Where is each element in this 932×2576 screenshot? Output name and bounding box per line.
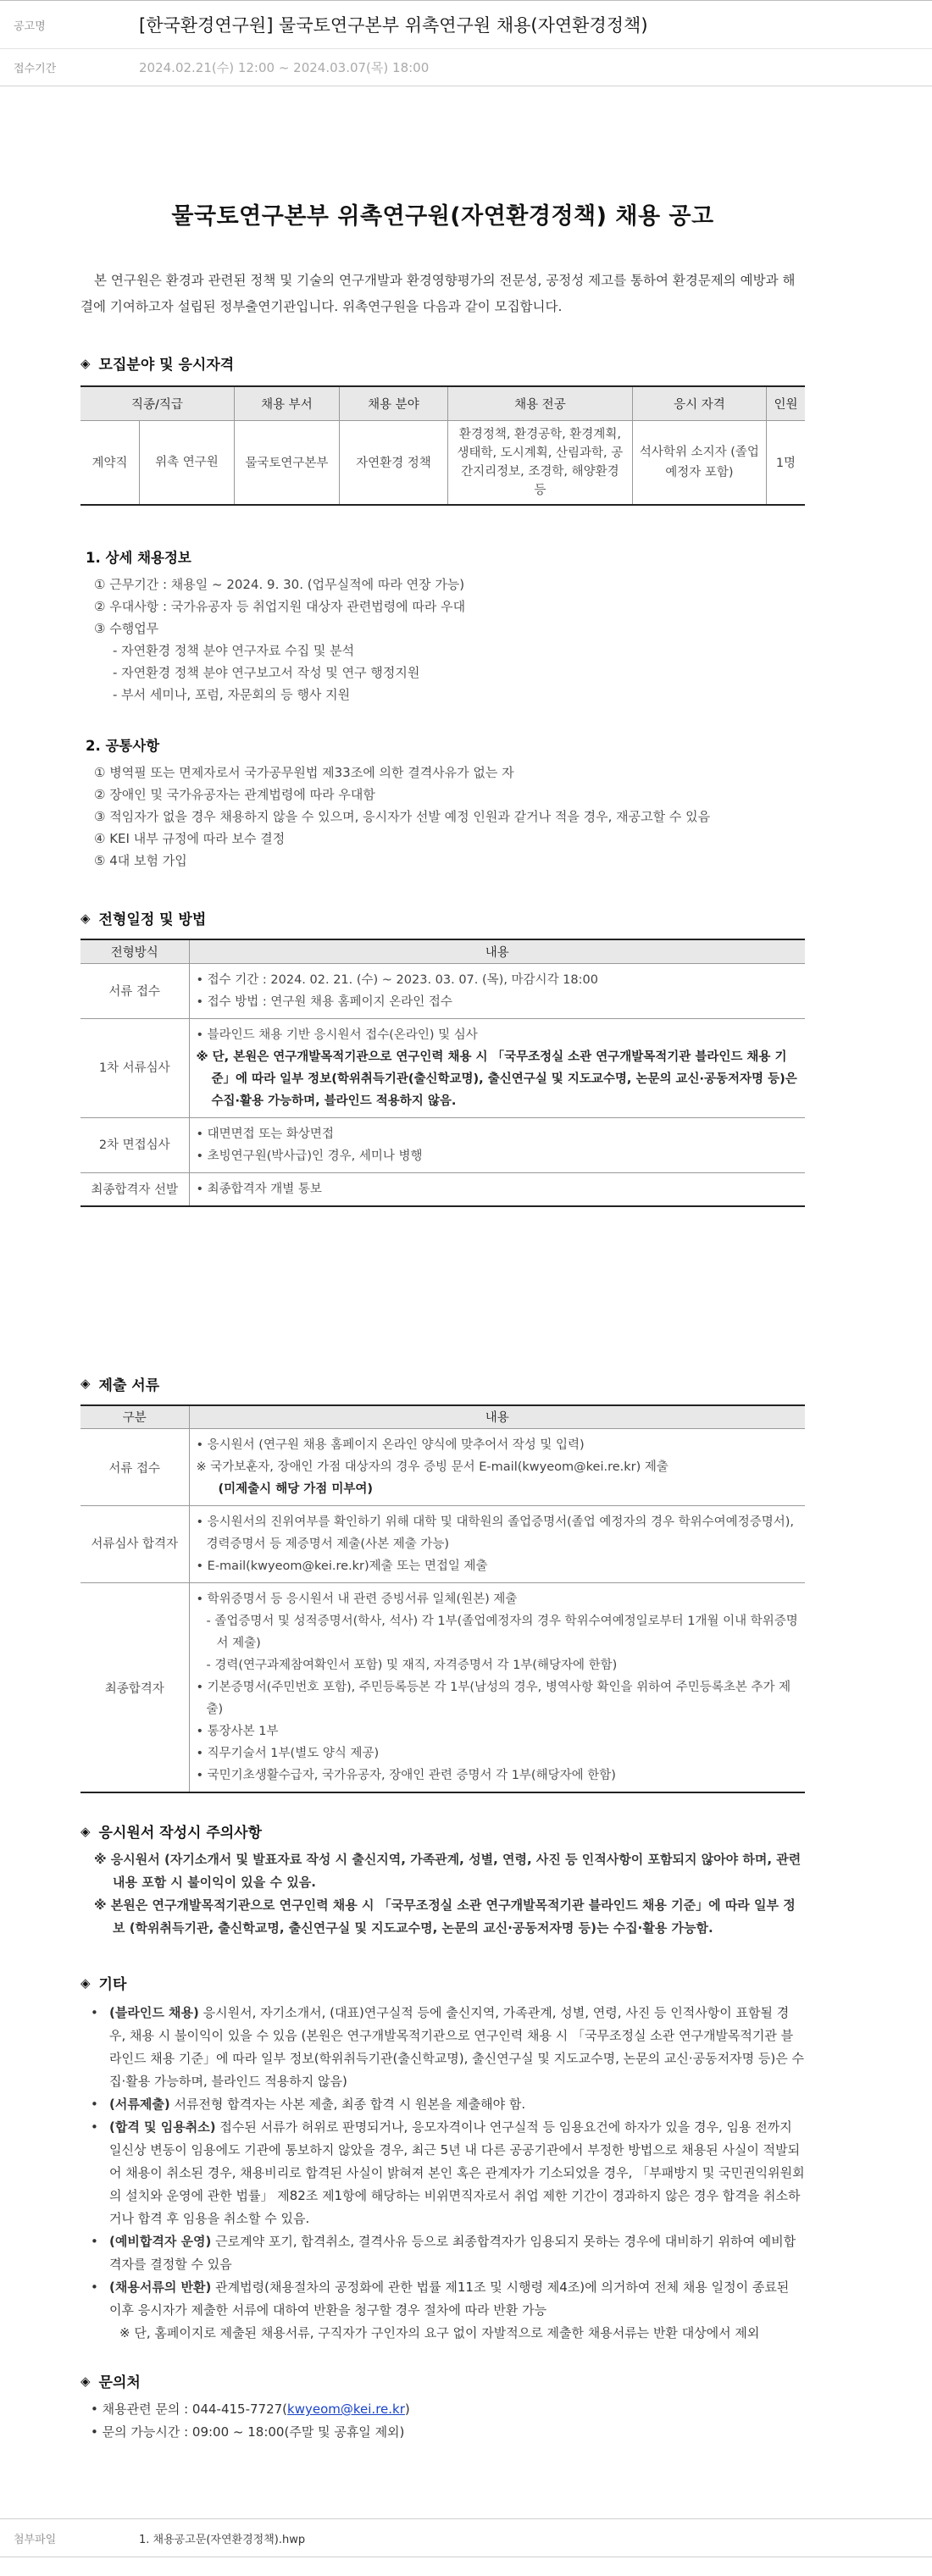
list-item: - 자연환경 정책 분야 연구보고서 작성 및 연구 행정지원 — [113, 665, 420, 680]
notice-title-label: 공고명 — [14, 19, 46, 33]
table-row — [80, 1506, 805, 1583]
docs-line: • 응시원서의 진위여부를 확인하기 위해 대학 및 대학원의 졸업증명서(졸업 예정자의 경우 학위수여예정증명서), 경력증명서 등 제증명서 제출(사본 제출 가능) — [196, 1515, 794, 1551]
recruit-field: 자연환경 정책 — [339, 420, 447, 505]
contact-section-label: 문의처 — [98, 2374, 141, 2391]
recruit-header-cell: 직종/직급 — [80, 386, 234, 420]
schedule-line: • 접수 방법 : 연구원 채용 홈페이지 온라인 접수 — [196, 994, 452, 1009]
docs-table-header — [80, 1405, 805, 1429]
list-item: ③ 적임자가 없을 경우 채용하지 않을 수 있으며, 응시자가 선발 예정 인원과 같거나 적을 경우, 재공고할 수 있음 — [94, 809, 711, 824]
document-title: 물국토연구본부 위촉연구원(자연환경정책) 채용 공고 — [171, 203, 714, 230]
schedule-content — [189, 1018, 805, 1117]
schedule-table — [80, 939, 805, 1207]
caution-section-label: 응시원서 작성시 주의사항 — [98, 1825, 263, 1842]
schedule-line: • 최종합격자 개별 통보 — [196, 1182, 322, 1196]
recruit-header-cell: 채용 분야 — [339, 386, 447, 420]
attachment-file-link[interactable]: 1. 채용공고문(자연환경정책).hwp — [139, 2533, 306, 2546]
schedule-stage: 1차 서류심사 — [80, 1018, 189, 1117]
table-row — [80, 1583, 805, 1793]
list-item — [91, 2093, 805, 2116]
schedule-content — [189, 1117, 805, 1172]
bullet-icon: • — [91, 2097, 98, 2112]
attachment-row — [0, 2518, 932, 2557]
docs-line: • 직무기술서 1부(별도 양식 제공) — [196, 1747, 380, 1760]
docs-stage: 서류심사 합격자 — [80, 1506, 189, 1583]
list-item: ③ 수행업무 — [94, 621, 159, 636]
schedule-table-header — [80, 939, 805, 963]
notice-period: 2024.02.21(수) 12:00 ~ 2024.03.07(목) 18:00 — [139, 60, 430, 75]
schedule-stage: 최종합격자 선발 — [80, 1172, 189, 1206]
list-item — [91, 2002, 805, 2093]
recruit-table-header — [80, 386, 805, 420]
etc-item-text: 서류전형 합격자는 사본 제출, 최종 합격 시 원본을 제출해야 함. — [169, 2097, 526, 2112]
docs-line: • E-mail(kwyeom@kei.re.kr)제출 또는 면접일 제출 — [196, 1559, 488, 1573]
docs-content — [189, 1429, 805, 1506]
schedule-line: • 대면면접 또는 화상면접 — [196, 1127, 334, 1141]
recruit-header-cell: 인원 — [766, 386, 805, 420]
contact-hours: • 문의 가능시간 : 09:00 ~ 18:00(주말 및 공휴일 제외) — [91, 2424, 405, 2440]
docs-header-cell: 구분 — [80, 1405, 189, 1429]
recruit-dept: 물국토연구본부 — [234, 420, 339, 505]
schedule-section-label: 전형일정 및 방법 — [98, 911, 207, 928]
docs-line: ※ 국가보훈자, 장애인 가점 대상자의 경우 증빙 문서 E-mail(kwyeom@kei.re.kr) 제출 — [196, 1460, 668, 1474]
schedule-note: ※ 단, 본원은 연구개발목적기관으로 연구인력 채용 시 「국무조정실 소관 연구개발목적기관 블라인드 채용 기준」에 따라 일부 정보(학위취득기관(출신학교명), 출신연구실 및 지도교수명, 논문의 교신·공동저자명 등)은 수집·활용 가능하며, 블라인드 적용하지 않음. — [196, 1050, 797, 1108]
notice-period-label: 접수기간 — [14, 63, 57, 75]
list-item: ① 병역필 또는 면제자로서 국가공무원법 제33조에 의한 결격사유가 없는 자 — [94, 765, 514, 780]
etc-note: ※ 단, 홈페이지로 제출된 채용서류, 구직자가 구인자의 요구 없이 자발적으로 제출한 채용서류는 반환 대상에서 제외 — [119, 2325, 760, 2341]
diamond-icon: ◈ — [80, 2373, 91, 2389]
etc-item-text: 관계법령(채용절차의 공정화에 관한 법률 제11조 및 시행령 제4조)에 의거하여 전체 채용 일정이 종료된 이후 응시자가 제출한 서류에 대하여 반환을 청구할 경우 절차에 따라 반환 가능 — [109, 2280, 790, 2318]
docs-line: • 학위증명서 등 응시원서 내 관련 증빙서류 일체(원본) 제출 — [196, 1593, 518, 1606]
docs-stage: 서류 접수 — [80, 1429, 189, 1506]
schedule-stage: 2차 면접심사 — [80, 1117, 189, 1172]
contact-email-link[interactable]: kwyeom@kei.re.kr — [287, 2401, 405, 2417]
etc-item-head: (서류제출) — [109, 2097, 170, 2112]
schedule-content — [189, 963, 805, 1018]
contact-section-title — [80, 2370, 805, 2391]
list-item: - 부서 세미나, 포럼, 자문회의 등 행사 지원 — [113, 687, 351, 702]
caution-item: ※ 응시원서 (자기소개서 및 발표자료 작성 시 출신지역, 가족관계, 성별, 연령, 사진 등 인적사항이 포함되지 않아야 하며, 관련 내용 포함 시 불이익이 있을 수 있음. — [94, 1852, 802, 1890]
list-item: ② 우대사항 : 국가유공자 등 취업지원 대상자 관련법령에 따라 우대 — [94, 599, 466, 614]
docs-table — [80, 1404, 805, 1794]
table-row — [80, 963, 805, 1018]
diamond-icon: ◈ — [80, 355, 91, 371]
recruit-header-cell: 채용 전공 — [447, 386, 632, 420]
notice-title-row — [0, 0, 932, 49]
recruit-section-title — [80, 352, 805, 374]
table-row — [80, 1172, 805, 1206]
notice-document — [80, 86, 805, 2444]
schedule-content — [189, 1172, 805, 1206]
etc-item-head: (블라인드 채용) — [109, 2005, 199, 2020]
list-item: ④ KEI 내부 규정에 따라 보수 결정 — [94, 831, 286, 846]
diamond-icon: ◈ — [80, 910, 91, 926]
bullet-icon: • — [91, 2005, 98, 2020]
docs-line: - 경력(연구과제참여확인서 포함) 및 재직, 자격증명서 각 1부(해당자에 한함) — [206, 1659, 618, 1672]
schedule-header-cell: 내용 — [189, 939, 805, 963]
docs-header-cell: 내용 — [189, 1405, 805, 1429]
docs-stage: 최종합격자 — [80, 1583, 189, 1793]
docs-content — [189, 1506, 805, 1583]
recruit-section-label: 모집분야 및 응시자격 — [98, 357, 235, 374]
contact-phone — [91, 2398, 805, 2421]
etc-item-head: (채용서류의 반환) — [109, 2280, 212, 2295]
etc-section-label: 기타 — [98, 1976, 127, 1993]
contact-phone-suffix: ) — [404, 2401, 410, 2417]
detail-list — [80, 573, 805, 706]
docs-line: - 졸업증명서 및 성적증명서(학사, 석사) 각 1부(졸업예정자의 경우 학위수여예정일로부터 1개월 이내 학위증명서 제출) — [206, 1615, 798, 1650]
common-list — [80, 762, 805, 872]
recruit-qual: 석사학위 소지자 (졸업예정자 포함) — [632, 420, 766, 505]
etc-item-text: 근로계약 포기, 합격취소, 결격사유 등으로 최종합격자가 임용되지 못하는 경우에 대비하기 위하여 예비합격자를 결정할 수 있음 — [109, 2234, 796, 2272]
recruit-grade: 위촉 연구원 — [140, 420, 235, 505]
list-item: ① 근무기간 : 채용일 ~ 2024. 9. 30. (업무실적에 따라 연장 가능) — [94, 577, 465, 592]
recruit-header-cell: 채용 부서 — [234, 386, 339, 420]
etc-item-head: (합격 및 임용취소) — [109, 2119, 216, 2135]
notice-period-row — [0, 49, 932, 86]
docs-section-label: 제출 서류 — [98, 1377, 160, 1394]
etc-section-title — [80, 1972, 805, 1993]
table-row — [80, 1018, 805, 1117]
common-title: 2. 공통사항 — [86, 738, 160, 754]
list-item: - 자연환경 정책 분야 연구자료 수집 및 분석 — [113, 643, 355, 658]
detail-title: 1. 상세 채용정보 — [86, 550, 191, 566]
recruit-table — [80, 385, 805, 506]
bullet-icon: • — [91, 2234, 98, 2249]
etc-list — [80, 2002, 805, 2345]
list-item — [91, 2276, 805, 2322]
schedule-line: • 초빙연구원(박사급)인 경우, 세미나 병행 — [196, 1149, 423, 1163]
notice-header — [0, 0, 932, 86]
caution-section-title — [80, 1820, 805, 1842]
schedule-line: • 접수 기간 : 2024. 02. 21. (수) ~ 2023. 03. 07. (목), 마감시각 18:00 — [196, 972, 598, 987]
docs-bold-line: (미제출시 해당 가점 미부여) — [218, 1482, 373, 1496]
docs-line: • 기본증명서(주민번호 포함), 주민등록등본 각 1부(남성의 경우, 병역사항 확인을 위하여 주민등록초본 추가 제출) — [196, 1681, 791, 1716]
list-item: ② 장애인 및 국가유공자는 관계법령에 따라 우대함 — [94, 787, 375, 802]
schedule-stage: 서류 접수 — [80, 963, 189, 1018]
document-intro: 본 연구원은 환경과 관련된 정책 및 기술의 연구개발과 환경영향평가의 전문성, 공정성 제고를 통하여 환경문제의 예방과 해결에 기여하고자 설립된 정부출연기관입니다. 위촉연구원을 다음과 같이 모집합니다. — [80, 273, 796, 314]
contact-phone-text: • 채용관련 문의 : 044-415-7727( — [91, 2401, 288, 2417]
recruit-type: 계약직 — [80, 420, 140, 505]
notice-title: [한국환경연구원] 물국토연구본부 위촉연구원 채용(자연환경정책) — [139, 15, 648, 36]
contact-list — [80, 2398, 805, 2444]
etc-item-text: 응시원서, 자기소개서, (대표)연구실적 등에 출신지역, 가족관계, 성별, 연령, 사진 등 인적사항이 표함될 경우, 채용 시 불이익이 있을 수 있음 (본원은 연구개발목적기관으로 연구인력 채용 시 「국무조정실 소관 연구개발목적기관 블라인드 채용 기준」에 따라 일부 정보(학위취득기관(출신학교명), 출신연구실 및 지도교수명, 논문의 교신·공동저자명 등)은 수집·활용 가능하며, 블라인드 적용하지 않음) — [109, 2005, 804, 2089]
recruit-major: 환경정책, 환경공학, 환경계획, 생태학, 도시계획, 산림과학, 공간지리정보, 조경학, 해양환경 등 — [447, 420, 632, 505]
table-row — [80, 420, 805, 505]
table-row — [80, 1117, 805, 1172]
caution-item: ※ 본원은 연구개발목적기관으로 연구인력 채용 시 「국무조정실 소관 연구개발목적기관 블라인드 채용 기준」에 따라 일부 정보 (학위취득기관, 출신학교명, 출신연구실 및 지도교수명, 논문의 교신·공동저자명 등)는 수집·활용 가능함. — [94, 1897, 796, 1936]
attachment-label: 첨부파일 — [14, 2533, 57, 2546]
list-item — [91, 2116, 805, 2230]
diamond-icon: ◈ — [80, 1975, 91, 1991]
recruit-header-cell: 응시 자격 — [632, 386, 766, 420]
schedule-section-title — [80, 907, 805, 928]
etc-item-text: 접수된 서류가 허위로 판명되거나, 응모자격이나 연구실적 등 임용요건에 하자가 있을 경우, 임용 전까지 일신상 변동이 임용에도 기관에 통보하지 않았을 경우, 최근 5년 내 다른 공공기관에서 부정한 방법으로 채용된 사실이 적발되어 채용이 취소된 경우, 채용비리로 합격된 사실이 밝혀져 본인 혹은 관계자가 기소되었을 경우, 「부패방지 및 국민권익위원회의 설치와 운영에 관한 법률」 제82조 제1항에 해당하는 비위면직자로서 취업 제한 기간이 경과하지 않은 경우 합격을 취소하거나 합격 후 임용을 취소할 수 있음. — [109, 2119, 805, 2226]
bullet-icon: • — [91, 2119, 98, 2135]
docs-line: • 응시원서 (연구원 채용 홈페이지 온라인 양식에 맞추어서 작성 및 입력) — [196, 1438, 585, 1452]
docs-content — [189, 1583, 805, 1793]
diamond-icon: ◈ — [80, 1823, 91, 1839]
table-row — [80, 1429, 805, 1506]
schedule-line: • 블라인드 채용 기반 응시원서 접수(온라인) 및 심사 — [196, 1028, 478, 1042]
caution-list — [80, 1848, 805, 1940]
docs-section-title — [80, 1373, 805, 1394]
list-item: ⑤ 4대 보험 가입 — [94, 853, 187, 868]
list-item — [91, 2230, 805, 2276]
diamond-icon: ◈ — [80, 1376, 91, 1391]
schedule-header-cell: 전형방식 — [80, 939, 189, 963]
recruit-count: 1명 — [766, 420, 805, 505]
docs-line: • 국민기초생활수급자, 국가유공자, 장애인 관련 증명서 각 1부(해당자에 한함) — [196, 1769, 616, 1782]
etc-item-head: (예비합격자 운영) — [109, 2234, 212, 2249]
bullet-icon: • — [91, 2280, 98, 2295]
docs-line: • 통장사본 1부 — [196, 1725, 279, 1738]
